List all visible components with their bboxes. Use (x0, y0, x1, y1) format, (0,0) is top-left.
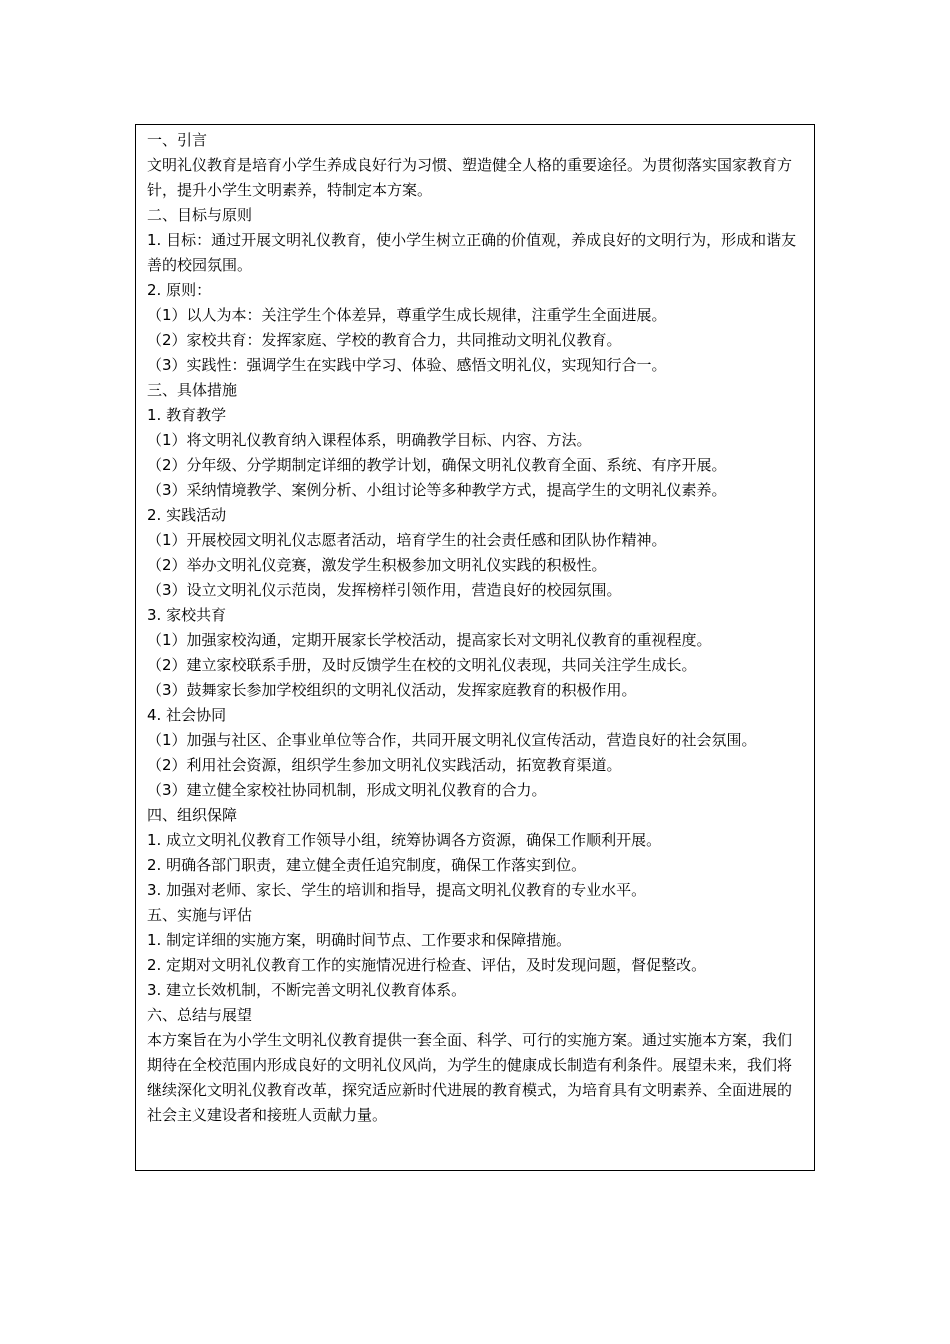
document-line: （2）分年级、分学期制定详细的教学计划，确保文明礼仪教育全面、系统、有序开展。 (147, 456, 727, 474)
document-line: （2）家校共育：发挥家庭、学校的教育合力，共同推动文明礼仪教育。 (147, 331, 622, 349)
document-line: 1. 成立文明礼仪教育工作领导小组，统筹协调各方资源，确保工作顺利开展。 (147, 831, 662, 849)
document-line: 3. 建立长效机制，不断完善文明礼仪教育体系。 (147, 981, 467, 999)
document-line: （3）设立文明礼仪示范岗，发挥榜样引领作用，营造良好的校园氛围。 (147, 581, 622, 599)
document-line: （3）鼓舞家长参加学校组织的文明礼仪活动，发挥家庭教育的积极作用。 (147, 681, 637, 699)
document-line: （1）加强家校沟通，定期开展家长学校活动，提高家长对文明礼仪教育的重视程度。 (147, 631, 712, 649)
document-line: 3. 家校共育 (147, 606, 227, 624)
document-line: 本方案旨在为小学生文明礼仪教育提供一套全面、科学、可行的实施方案。通过实施本方案，我们期待在全校范围内形成良好的文明礼仪风尚，为学生的健康成长制造有利条件。展望未来，我们将继续深化文明礼仪教育改革，探究适应新时代进展的教育模式，为培育具有文明素养、全面进展的社会主义建设者和接班人贡献力量。 (147, 1031, 793, 1124)
document-line: 4. 社会协同 (147, 706, 227, 724)
document-line: 3. 加强对老师、家长、学生的培训和指导，提高文明礼仪教育的专业水平。 (147, 881, 647, 899)
document-line: 1. 制定详细的实施方案，明确时间节点、工作要求和保障措施。 (147, 931, 572, 949)
document-line: （2）利用社会资源，组织学生参加文明礼仪实践活动，拓宽教育渠道。 (147, 756, 622, 774)
document-line: 1. 目标：通过开展文明礼仪教育，使小学生树立正确的价值观，养成良好的文明行为，形成和谐友善的校园氛围。 (147, 231, 797, 274)
document-line: 2. 实践活动 (147, 506, 227, 524)
document-line: 一、引言 (147, 131, 208, 149)
document-line: 二、目标与原则 (147, 206, 253, 224)
document-line: （3）采纳情境教学、案例分析、小组讨论等多种教学方式，提高学生的文明礼仪素养。 (147, 481, 727, 499)
document-line: 四、组织保障 (147, 806, 238, 824)
document-table-cell (135, 124, 815, 1171)
document-line: 六、总结与展望 (147, 1006, 253, 1024)
document-line: 1. 教育教学 (147, 406, 227, 424)
document-line: 三、具体措施 (147, 381, 238, 399)
document-line: （1）开展校园文明礼仪志愿者活动，培育学生的社会责任感和团队协作精神。 (147, 531, 667, 549)
document-line: （2）建立家校联系手册，及时反馈学生在校的文明礼仪表现，共同关注学生成长。 (147, 656, 697, 674)
document-line: 2. 原则： (147, 281, 212, 299)
document-line: 五、实施与评估 (147, 906, 253, 924)
document-line: （1）加强与社区、企事业单位等合作，共同开展文明礼仪宣传活动，营造良好的社会氛围。 (147, 731, 757, 749)
document-line: （3）实践性：强调学生在实践中学习、体验、感悟文明礼仪，实现知行合一。 (147, 356, 667, 374)
document-line: （1）将文明礼仪教育纳入课程体系，明确教学目标、内容、方法。 (147, 431, 592, 449)
document-line: 2. 明确各部门职责，建立健全责任追究制度，确保工作落实到位。 (147, 856, 587, 874)
document-line: 文明礼仪教育是培育小学生养成良好行为习惯、塑造健全人格的重要途径。为贯彻落实国家教育方针，提升小学生文明素养，特制定本方案。 (147, 156, 793, 199)
document-line: （1）以人为本：关注学生个体差异，尊重学生成长规律，注重学生全面进展。 (147, 306, 667, 324)
document-line: 2. 定期对文明礼仪教育工作的实施情况进行检查、评估，及时发现问题，督促整改。 (147, 956, 707, 974)
document-line: （3）建立健全家校社协同机制，形成文明礼仪教育的合力。 (147, 781, 547, 799)
document-line: （2）举办文明礼仪竞赛，激发学生积极参加文明礼仪实践的积极性。 (147, 556, 607, 574)
